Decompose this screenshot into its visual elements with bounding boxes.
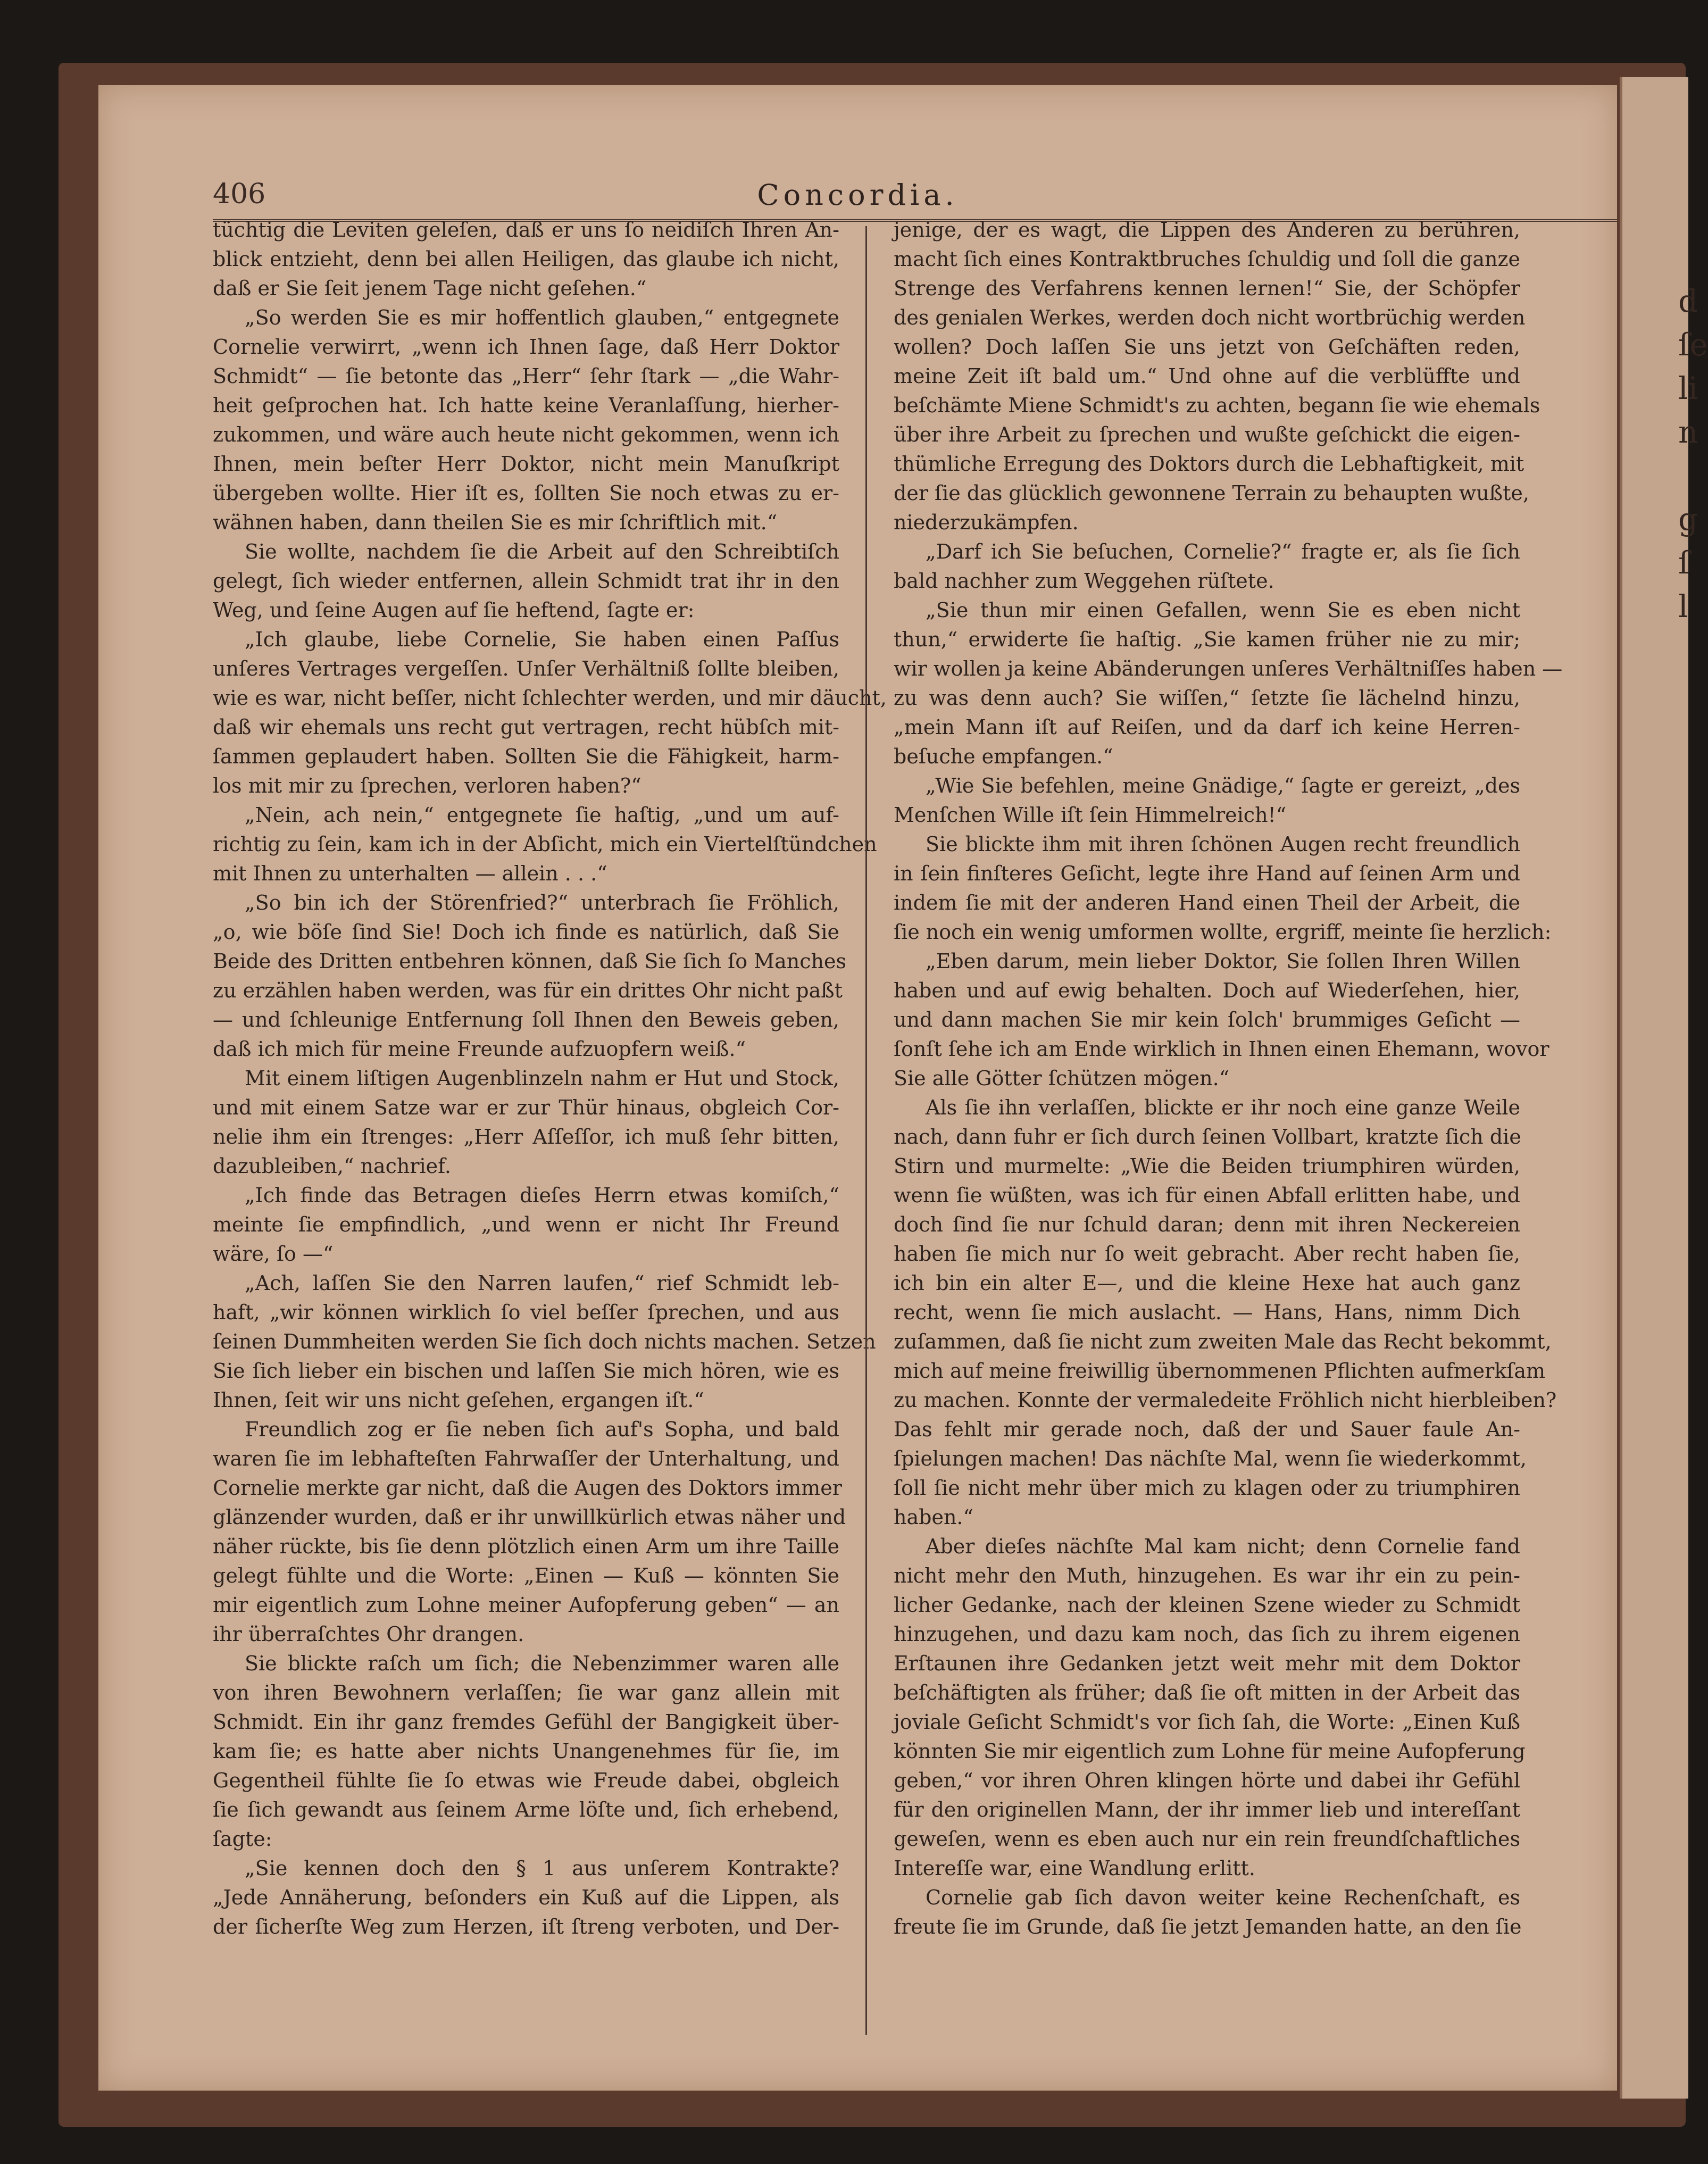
text-line: „Ich finde das Betragen dieſes Herrn etwas komiſch,“ bbox=[245, 1184, 839, 1207]
text-line: Das fehlt mir gerade noch, daß der und Sauer faule An- bbox=[894, 1418, 1520, 1441]
text-line: freute ſie im Grunde, daß ſie jetzt Jemanden hatte, an den ſie bbox=[894, 1915, 1522, 1938]
text-line: ich bin ein alter E—, und die kleine Hexe hat auch ganz bbox=[894, 1271, 1520, 1295]
text-line: Cornelie merkte gar nicht, daß die Augen des Doktors immer bbox=[213, 1476, 842, 1500]
text-line: Sie alle Götter ſchützen mögen.“ bbox=[894, 1067, 1230, 1090]
text-line: Beide des Dritten entbehren können, daß Sie ſich ſo Manches bbox=[213, 950, 846, 973]
text-line: haben und auf ewig behalten. Doch auf Wiederſehen, hier, bbox=[894, 979, 1520, 1002]
text-line: mir eigentlich zum Lohne meiner Aufopferung geben“ — an bbox=[213, 1593, 839, 1617]
column-divider bbox=[865, 226, 867, 2035]
text-line: mit Ihnen zu unterhalten — allein . . .“ bbox=[213, 862, 607, 885]
text-line: blick entzieht, denn bei allen Heiligen, das glaube ich nicht, bbox=[213, 247, 839, 271]
text-line: thun,“ erwiderte ſie haſtig. „Sie kamen früher nie zu mir; bbox=[894, 628, 1520, 651]
text-line: Mit einem liſtigen Augenblinzeln nahm er Hut und Stock, bbox=[245, 1067, 839, 1090]
text-line: daß wir ehemals uns recht gut vertragen, recht hübſch mit- bbox=[213, 715, 839, 739]
text-line: los mit mir zu ſprechen, verloren haben?“ bbox=[213, 774, 641, 797]
text-line: recht, wenn ſie mich auslacht. — Hans, Hans, nimm Dich bbox=[894, 1301, 1520, 1324]
text-line: wie es war, nicht beſſer, nicht ſchlechter werden, und mir däucht, bbox=[213, 686, 887, 710]
text-line: von ihren Bewohnern verlaſſen; ſie war ganz allein mit bbox=[213, 1681, 839, 1704]
text-line: „Sie thun mir einen Gefallen, wenn Sie es eben nicht bbox=[926, 598, 1520, 622]
text-line: ſeinen Dummheiten werden Sie ſich doch nichts machen. Setzen bbox=[213, 1330, 876, 1353]
text-line: thümliche Erregung des Doktors durch die Lebhaftigkeit, mit bbox=[894, 452, 1524, 476]
text-line: zuſammen, daß ſie nicht zum zweiten Male das Recht bekommt, bbox=[894, 1330, 1552, 1353]
text-line: mich auf meine freiwillig übernommenen Pflichten aufmerkſam bbox=[894, 1359, 1546, 1383]
text-line: „Wie Sie befehlen, meine Gnädige,“ ſagte er gereizt, „des bbox=[926, 774, 1520, 797]
text-line: zu machen. Konnte der vermaledeite Fröhlich nicht hierbleiben? bbox=[894, 1388, 1557, 1412]
text-line: richtig zu ſein, kam ich in der Abſicht, mich ein Viertelſtündchen bbox=[213, 833, 877, 856]
text-line: Strenge des Verfahrens kennen lernen!“ Sie, der Schöpfer bbox=[894, 277, 1520, 300]
text-line: „mein Mann iſt auf Reiſen, und da darf ich keine Herren- bbox=[894, 715, 1520, 739]
text-line: indem ſie mit der anderen Hand einen Theil der Arbeit, die bbox=[894, 891, 1520, 914]
text-line: licher Gedanke, nach der kleinen Szene wieder zu Schmidt bbox=[894, 1593, 1520, 1617]
text-line: „Ich glaube, liebe Cornelie, Sie haben einen Paſſus bbox=[245, 628, 839, 651]
text-line: näher rückte, bis ſie denn plötzlich einen Arm um ihre Taille bbox=[213, 1535, 839, 1558]
text-line: ſoll ſie nicht mehr über mich zu klagen oder zu triumphiren bbox=[894, 1476, 1520, 1500]
text-line: in ſein finſteres Geſicht, legte ihre Hand auf ſeinen Arm und bbox=[894, 862, 1520, 885]
text-line: daß er Sie ſeit jenem Tage nicht geſehen.“ bbox=[213, 277, 647, 300]
text-line: Sie blickte ihm mit ihren ſchönen Augen recht freundlich bbox=[926, 833, 1520, 856]
text-line: waren ſie im lebhafteſten Fahrwaſſer der Unterhaltung, und bbox=[213, 1447, 839, 1470]
journal-title: Concordia. bbox=[757, 178, 959, 212]
text-line: ſammen geplaudert haben. Sollten Sie die Fähigkeit, harm- bbox=[213, 745, 839, 768]
text-line: meine Zeit iſt bald um.“ Und ohne auf die verblüffte und bbox=[894, 364, 1520, 388]
text-line: Intereſſe war, eine Wandlung erlitt. bbox=[894, 1857, 1255, 1880]
text-line: dazubleiben,“ nachrief. bbox=[213, 1154, 451, 1178]
text-line: geben,“ vor ihren Ohren klingen hörte und dabei ihr Gefühl bbox=[894, 1769, 1520, 1792]
text-line: Cornelie verwirrt, „wenn ich Ihnen ſage, daß Herr Doktor bbox=[213, 335, 839, 359]
text-line: „Darf ich Sie beſuchen, Cornelie?“ fragte er, als ſie ſich bbox=[926, 540, 1520, 563]
text-line: haft, „wir können wirklich ſo viel beſſer ſprechen, und aus bbox=[213, 1301, 839, 1324]
text-line: wenn ſie wüßten, was ich für einen Abfall erlitten habe, und bbox=[894, 1184, 1520, 1207]
text-line: des genialen Werkes, werden doch nicht wortbrüchig werden bbox=[894, 306, 1526, 329]
text-line: Ihnen, ſeit wir uns nicht geſehen, ergangen iſt.“ bbox=[213, 1388, 704, 1412]
text-line: — und ſchleunige Entfernung ſoll Ihnen den Beweis geben, bbox=[213, 1008, 839, 1031]
text-line: ſie noch ein wenig umformen wollte, ergriff, meinte ſie herzlich: bbox=[894, 920, 1552, 944]
next-page-edge bbox=[1620, 77, 1708, 2099]
text-line: für den originellen Mann, der ihr immer lieb und intereſſant bbox=[894, 1798, 1520, 1821]
text-line: Aber dieſes nächſte Mal kam nicht; denn Cornelie fand bbox=[926, 1535, 1520, 1558]
text-line: wähnen haben, dann theilen Sie es mir ſchriftlich mit.“ bbox=[213, 511, 778, 534]
text-line: der ſie das glücklich gewonnene Terrain zu behaupten wußte, bbox=[894, 481, 1529, 505]
text-line: Gegentheil fühlte ſie ſo etwas wie Freude dabei, obgleich bbox=[213, 1769, 839, 1792]
text-line: heit geſprochen hat. Ich hatte keine Veranlaſſung, hierher- bbox=[213, 394, 839, 417]
text-line: ihr überraſchtes Ohr drangen. bbox=[213, 1622, 524, 1646]
text-line: beſuche empfangen.“ bbox=[894, 745, 1113, 768]
right-column bbox=[894, 215, 1563, 1942]
text-line: könnten Sie mir eigentlich zum Lohne für meine Aufopferung bbox=[894, 1739, 1526, 1763]
text-line: gelegt fühlte und die Worte: „Einen — Kuß — könnten Sie bbox=[213, 1564, 839, 1587]
next-page-edge-text: d ſe li n g ſ l bbox=[1678, 283, 1708, 625]
text-line: unſeres Vertrages vergeſſen. Unſer Verhältniß ſollte bleiben, bbox=[213, 657, 839, 680]
text-line: bald nachher zum Weggehen rüſtete. bbox=[894, 569, 1274, 593]
text-line: über ihre Arbeit zu ſprechen und wußte geſchickt die eigen- bbox=[894, 423, 1520, 446]
text-line: ſie ſich gewandt aus ſeinem Arme löſte und, ſich erhebend, bbox=[213, 1798, 839, 1821]
text-line: der ſicherſte Weg zum Herzen, iſt ſtreng verboten, und Der- bbox=[213, 1915, 839, 1938]
page-number: 406 bbox=[213, 178, 266, 210]
text-line: wäre, ſo —“ bbox=[213, 1242, 334, 1266]
text-line: joviale Geſicht Schmidt's vor ſich ſah, die Worte: „Einen Kuß bbox=[894, 1710, 1520, 1734]
text-line: zukommen, und wäre auch heute nicht gekommen, wenn ich bbox=[213, 423, 839, 446]
text-line: „Nein, ach nein,“ entgegnete ſie haſtig, „und um auf- bbox=[245, 803, 839, 827]
text-line: daß ich mich für meine Freunde aufzuopfern weiß.“ bbox=[213, 1037, 746, 1061]
text-line: ſonſt ſehe ich am Ende wirklich in Ihnen einen Ehemann, wovor bbox=[894, 1037, 1549, 1061]
text-line: zu erzählen haben werden, was für ein drittes Ohr nicht paßt bbox=[213, 979, 843, 1002]
text-line: Sie blickte raſch um ſich; die Nebenzimmer waren alle bbox=[245, 1652, 839, 1675]
text-line: und mit einem Satze war er zur Thür hinaus, obgleich Cor- bbox=[213, 1096, 839, 1119]
text-line: wollen? Doch laſſen Sie uns jetzt von Geſchäften reden, bbox=[894, 335, 1520, 359]
text-line: und dann machen Sie mir kein ſolch' brummiges Geſicht — bbox=[894, 1008, 1520, 1031]
left-column bbox=[213, 215, 887, 1942]
text-line: Schmidt. Ein ihr ganz fremdes Gefühl der Bangigkeit über- bbox=[213, 1710, 839, 1734]
text-line: beſchämte Miene Schmidt's zu achten, begann ſie wie ehemals bbox=[894, 394, 1540, 417]
text-line: macht ſich eines Kontraktbruches ſchuldig und ſoll die ganze bbox=[894, 247, 1520, 271]
text-line: meinte ſie empfindlich, „und wenn er nicht Ihr Freund bbox=[213, 1213, 839, 1236]
text-line: tüchtig die Leviten geleſen, daß er uns ſo neidiſch Ihren An- bbox=[213, 218, 839, 242]
text-line: Weg, und ſeine Augen auf ſie heftend, ſagte er: bbox=[213, 598, 695, 622]
text-line: kam ſie; es hatte aber nichts Unangenehmes für ſie, im bbox=[213, 1739, 839, 1763]
text-line: „Jede Annäherung, beſonders ein Kuß auf die Lippen, als bbox=[213, 1886, 839, 1909]
text-line: Ihnen, mein beſter Herr Doktor, nicht mein Manuſkript bbox=[213, 452, 839, 476]
text-line: wir wollen ja keine Abänderungen unſeres Verhältniſſes haben — bbox=[894, 657, 1563, 680]
text-line: hinzugehen, und dazu kam noch, das ſich zu ihrem eigenen bbox=[894, 1622, 1520, 1646]
text-line: Freundlich zog er ſie neben ſich auf's Sopha, und bald bbox=[245, 1418, 839, 1441]
text-line: jenige, der es wagt, die Lippen des Anderen zu berühren, bbox=[894, 218, 1520, 242]
text-line: glänzender wurden, daß er ihr unwillkürlich etwas näher und bbox=[213, 1505, 846, 1529]
text-line: ſpielungen machen! Das nächſte Mal, wenn ſie wiederkommt, bbox=[894, 1447, 1527, 1470]
text-line: Als ſie ihn verlaſſen, blickte er ihr noch eine ganze Weile bbox=[926, 1096, 1520, 1119]
text-line: geweſen, wenn es eben auch nur ein rein freundſchaftliches bbox=[894, 1827, 1520, 1851]
text-line: zu was denn auch? Sie wiſſen,“ ſetzte ſie lächelnd hinzu, bbox=[894, 686, 1520, 710]
text-line: Cornelie gab ſich davon weiter keine Rechenſchaft, es bbox=[926, 1886, 1520, 1909]
text-line: doch ſind ſie nur ſchuld daran; denn mit ihren Neckereien bbox=[894, 1213, 1520, 1236]
text-line: „So bin ich der Störenfried?“ unterbrach ſie Fröhlich, bbox=[245, 891, 839, 914]
text-line: „Eben darum, mein lieber Doktor, Sie ſollen Ihren Willen bbox=[926, 950, 1520, 973]
text-line: Schmidt“ — ſie betonte das „Herr“ ſehr ſtark — „die Wahr- bbox=[213, 364, 839, 388]
text-line: Menſchen Wille iſt ſein Himmelreich!“ bbox=[894, 803, 1287, 827]
text-line: Sie wollte, nachdem ſie die Arbeit auf den Schreibtiſch bbox=[245, 540, 839, 563]
text-line: „o, wie böſe ſind Sie! Doch ich finde es natürlich, daß Sie bbox=[213, 920, 839, 944]
text-line: Erſtaunen ihre Gedanken jetzt weit mehr mit dem Doktor bbox=[894, 1652, 1520, 1675]
text-line: gelegt, ſich wieder entfernen, allein Schmidt trat ihr in den bbox=[213, 569, 839, 593]
text-line: „Ach, laſſen Sie den Narren laufen,“ rief Schmidt leb- bbox=[245, 1271, 839, 1295]
text-line: haben ſie mich nur ſo weit gebracht. Aber recht haben ſie, bbox=[894, 1242, 1520, 1266]
text-line: nach, dann fuhr er ſich durch ſeinen Vollbart, kratzte ſich die bbox=[894, 1125, 1521, 1148]
text-line: beſchäftigten als früher; daß ſie oft mitten in der Arbeit das bbox=[894, 1681, 1520, 1704]
text-line: „Sie kennen doch den § 1 aus unſerem Kontrakte? bbox=[245, 1857, 839, 1880]
text-line: Sie ſich lieber ein bischen und laſſen Sie mich hören, wie es bbox=[213, 1359, 839, 1383]
text-line: übergeben wollte. Hier iſt es, ſollten Sie noch etwas zu er- bbox=[213, 481, 839, 505]
book-page bbox=[98, 85, 1617, 2091]
text-line: „So werden Sie es mir hoffentlich glauben,“ entgegnete bbox=[245, 306, 839, 329]
text-line: haben.“ bbox=[894, 1505, 973, 1529]
text-line: ſagte: bbox=[213, 1827, 272, 1851]
text-line: niederzukämpfen. bbox=[894, 511, 1079, 534]
text-line: nicht mehr den Muth, hinzugehen. Es war ihr ein zu pein- bbox=[894, 1564, 1520, 1587]
text-line: nelie ihm ein ſtrenges: „Herr Aſſeſſor, ich muß ſehr bitten, bbox=[213, 1125, 839, 1148]
text-line: Stirn und murmelte: „Wie die Beiden triumphiren würden, bbox=[894, 1154, 1520, 1178]
